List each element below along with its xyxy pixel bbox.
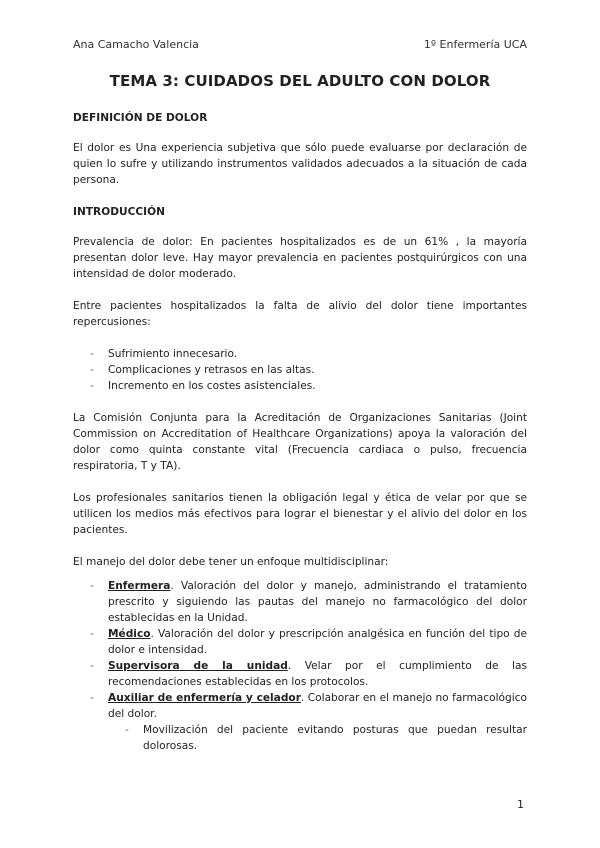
role-label: Supervisora de la unidad [108,660,288,672]
header-author: Ana Camacho Valencia [73,38,199,51]
role-text: . Valoración del dolor y prescripción analgésica en función del tipo de dolor e intensidad. [108,628,527,656]
paragraph-manejo: El manejo del dolor debe tener un enfoque multidisciplinar: [73,556,389,568]
roles-list [73,578,527,754]
paragraph-comision: La Comisión Conjunta para la Acreditación de Organizaciones Sanitarias (Joint Commission on Accreditation of Healthcare Organizations) apoya la valoración del dolor como quinta constante vital (Frecuencia cardiaca o pulso, frecuencia respiratoria, T y TA). [73,412,527,472]
sub-list [108,722,527,754]
list-item [73,690,527,754]
role-text: . Valoración del dolor y manejo, administrando el tratamiento prescrito y siguiendo las pautas del manejo no farmacológico del dolor establecidas en la Unidad. [108,580,527,624]
paragraph-definicion: El dolor es Una experiencia subjetiva que sólo puede evaluarse por declaración de quien lo sufre y utilizando instrumentos validados adecuados a la situación de cada persona. [73,142,527,186]
paragraph-profesionales: Los profesionales sanitarios tienen la obligación legal y ética de velar por que se utilicen los medios más efectivos para lograr el bienestar y el alivio del dolor en los pacientes. [73,492,527,536]
section-heading-definicion: DEFINICIÓN DE DOLOR [73,112,208,124]
list-item [73,626,527,658]
paragraph-repercusiones: Entre pacientes hospitalizados la falta de alivio del dolor tiene importantes repercusiones: [73,300,527,328]
list-item [73,658,527,690]
repercusiones-list [73,346,527,394]
list-item: - Complicaciones y retrasos en las altas. [73,362,527,378]
role-text: . Colaborar en el manejo no farmacológico del dolor. [108,692,527,720]
paragraph-prevalencia: Prevalencia de dolor: En pacientes hospitalizados es de un 61% , la mayoría presentan dolor leve. Hay mayor prevalencia en pacientes postquirúrgicos con una intensidad de dolor moderado. [73,236,527,280]
header-course: 1º Enfermería UCA [423,38,527,51]
list-item [73,578,527,626]
list-item: - Incremento en los costes asistenciales. [73,378,527,394]
sub-list-item: - Movilización del paciente evitando posturas que puedan resultar dolorosas. [108,722,527,754]
role-text: . Velar por el cumplimiento de las recomendaciones establecidas en los protocolos. [108,660,527,688]
document-body [73,110,527,770]
role-label: Auxiliar de enfermería y celador [108,692,301,704]
section-heading-introduccion: INTRODUCCIÓN [73,206,165,218]
page-number: 1 [517,798,524,811]
document-title: TEMA 3: CUIDADOS DEL ADULTO CON DOLOR [109,72,491,90]
role-label: Médico [108,628,151,640]
list-item: - Sufrimiento innecesario. [73,346,527,362]
role-label: Enfermera [108,580,171,592]
